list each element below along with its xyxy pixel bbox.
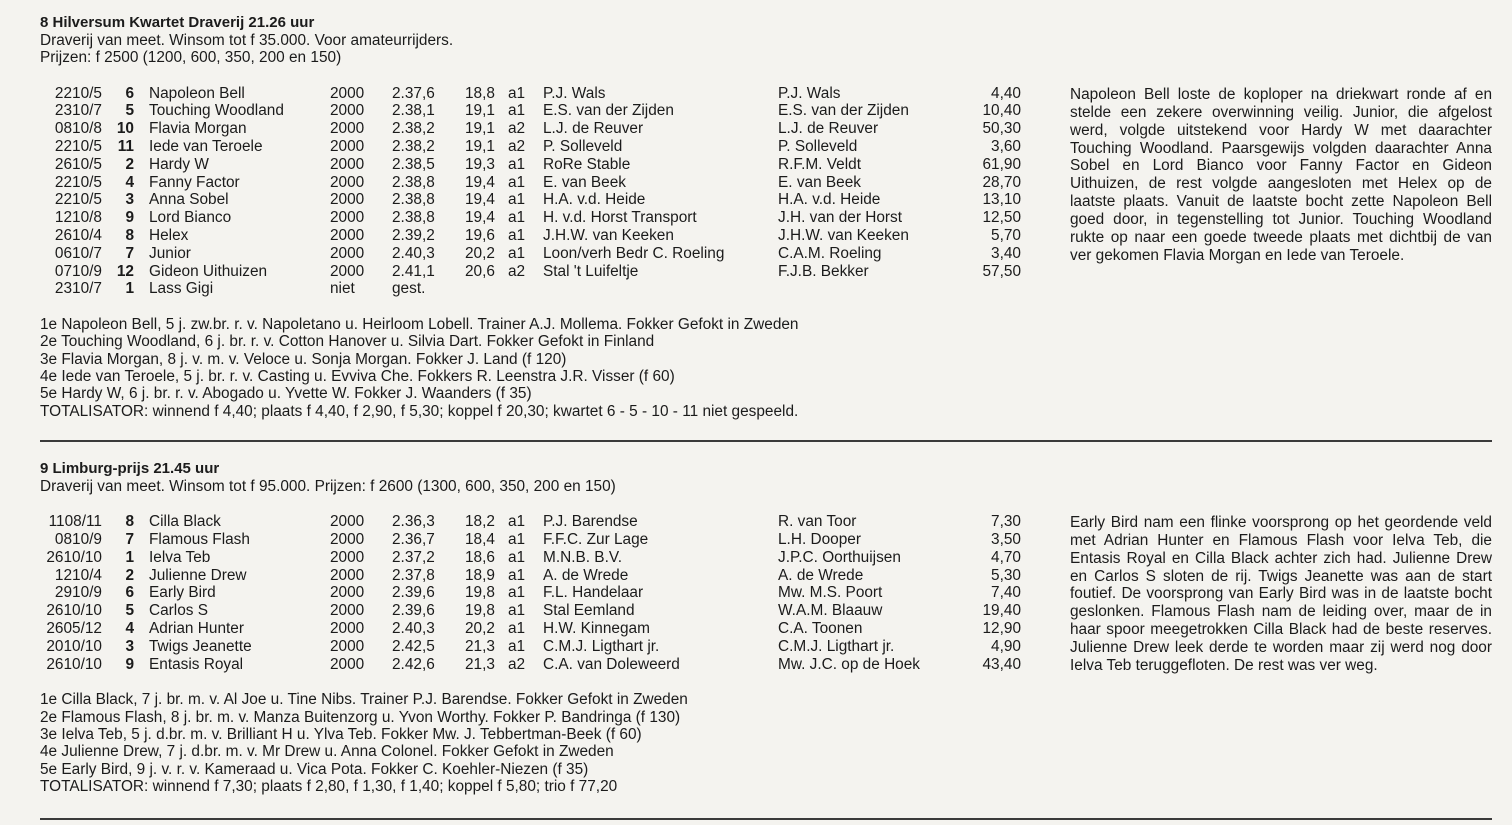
detail-line: 4e Iede van Teroele, 5 j. br. r. v. Casting u. Evviva Che. Fokkers R. Leenstra J.R. Visser (f 60) bbox=[40, 368, 675, 386]
km-time: 19,1 bbox=[465, 102, 495, 120]
start-number: 5 bbox=[125, 602, 134, 620]
owner: C.M.J. Ligthart jr. bbox=[543, 637, 660, 655]
last-start: 0810/9 bbox=[54, 531, 102, 549]
owner: M.N.B. B.V. bbox=[543, 548, 622, 566]
driver: J.H.W. van Keeken bbox=[778, 226, 909, 244]
driver-class: a1 bbox=[508, 226, 526, 244]
detail-line: 1e Napoleon Bell, 5 j. zw.br. r. v. Napoletano u. Heirloom Lobell. Trainer A.J. Mollema. Fokker Gefokt in Zweden bbox=[40, 316, 799, 334]
start-number: 2 bbox=[125, 566, 134, 584]
horse-name: Early Bird bbox=[149, 584, 216, 602]
driver-class: a1 bbox=[508, 102, 526, 120]
odds: 13,10 bbox=[982, 191, 1021, 209]
detail-line: 5e Early Bird, 9 j. v. r. v. Kameraad u. Vica Pota. Fokker C. Koehler-Niezen (f 35) bbox=[40, 760, 589, 778]
distance: 2000 bbox=[330, 548, 365, 566]
finish-time: 2.37,6 bbox=[392, 84, 435, 102]
odds: 28,70 bbox=[982, 173, 1021, 191]
finish-time: 2.38,8 bbox=[392, 191, 435, 209]
driver: W.A.M. Blaauw bbox=[778, 602, 883, 620]
start-number: 11 bbox=[117, 137, 134, 155]
result-row bbox=[40, 280, 1495, 298]
distance: 2000 bbox=[330, 637, 365, 655]
horse-name: Adrian Hunter bbox=[149, 620, 244, 638]
start-number: 7 bbox=[125, 244, 134, 262]
distance: 2000 bbox=[330, 120, 365, 138]
detail-line: TOTALISATOR: winnend f 4,40; plaats f 4,40, f 2,90, f 5,30; koppel f 20,30; kwartet 6 - 5 - 10 - 11 niet gespeeld. bbox=[40, 402, 799, 420]
detail-line: 3e Ielva Teb, 5 j. d.br. m. v. Brilliant H u. Ylva Teb. Fokker Mw. J. Tebbertman-Beek (f 60) bbox=[40, 726, 642, 744]
start-number: 8 bbox=[125, 226, 134, 244]
start-number: 10 bbox=[116, 120, 134, 138]
race-title: 9 Limburg-prijs 21.45 uur bbox=[40, 460, 220, 477]
driver-class: a1 bbox=[508, 584, 526, 602]
owner: E.S. van der Zijden bbox=[543, 102, 674, 120]
driver-class: a1 bbox=[508, 620, 526, 638]
last-start: 2610/4 bbox=[54, 226, 102, 244]
driver-class: a1 bbox=[508, 531, 526, 549]
horse-name: Cilla Black bbox=[149, 513, 221, 531]
driver-class: a2 bbox=[508, 655, 526, 673]
finish-time: 2.42,5 bbox=[392, 637, 435, 655]
odds: 43,40 bbox=[982, 655, 1021, 673]
driver: P. Solleveld bbox=[778, 137, 858, 155]
section-divider bbox=[40, 818, 1492, 820]
horse-name: Ielva Teb bbox=[149, 548, 211, 566]
owner: P. Solleveld bbox=[543, 137, 623, 155]
horse-name: Lord Bianco bbox=[149, 209, 232, 227]
driver: Mw. J.C. op de Hoek bbox=[778, 655, 920, 673]
owner: L.J. de Reuver bbox=[543, 120, 644, 138]
owner: H.W. Kinnegam bbox=[543, 620, 650, 638]
km-time: 19,4 bbox=[465, 209, 495, 227]
section-divider bbox=[40, 440, 1492, 442]
last-start: 2210/5 bbox=[54, 191, 102, 209]
horse-name: Helex bbox=[149, 226, 189, 244]
odds: 4,70 bbox=[991, 548, 1021, 566]
horse-name: Napoleon Bell bbox=[149, 84, 245, 102]
km-time: 19,3 bbox=[465, 155, 495, 173]
driver: J.H. van der Horst bbox=[778, 209, 903, 227]
start-number: 7 bbox=[125, 531, 134, 549]
odds: 4,40 bbox=[991, 84, 1021, 102]
km-time: 19,1 bbox=[465, 137, 495, 155]
driver-class: a2 bbox=[508, 262, 526, 280]
driver: L.J. de Reuver bbox=[778, 120, 879, 138]
driver-class: a1 bbox=[508, 155, 526, 173]
detail-line: 2e Flamous Flash, 8 j. br. m. v. Manza Buitenzorg u. Yvon Worthy. Fokker P. Bandringa (f 130) bbox=[40, 708, 681, 726]
race-prizes: Prijzen: f 2500 (1200, 600, 350, 200 en 150) bbox=[40, 49, 342, 67]
driver: C.A. Toonen bbox=[778, 620, 863, 638]
horse-name: Gideon Uithuizen bbox=[149, 262, 268, 280]
odds: 5,70 bbox=[991, 226, 1021, 244]
driver-class: a1 bbox=[508, 602, 526, 620]
km-time: 19,4 bbox=[465, 173, 495, 191]
horse-name: Iede van Teroele bbox=[149, 137, 263, 155]
driver-class: a1 bbox=[508, 191, 526, 209]
last-start: 2610/5 bbox=[54, 155, 102, 173]
horse-details bbox=[40, 316, 1495, 420]
km-time: 20,6 bbox=[465, 262, 495, 280]
driver-class: a2 bbox=[508, 137, 526, 155]
detail-line: TOTALISATOR: winnend f 7,30; plaats f 2,80, f 1,30, f 1,40; koppel f 5,80; trio f 77,20 bbox=[40, 777, 618, 795]
km-time: 18,9 bbox=[465, 566, 495, 584]
owner: C.A. van Doleweerd bbox=[543, 655, 680, 673]
distance: 2000 bbox=[330, 602, 365, 620]
owner: F.L. Handelaar bbox=[543, 584, 644, 602]
odds: 5,30 bbox=[991, 566, 1021, 584]
finish-time: 2.37,2 bbox=[392, 548, 435, 566]
finish-time: 2.42,6 bbox=[392, 655, 435, 673]
distance: 2000 bbox=[330, 655, 365, 673]
finish-time: 2.39,2 bbox=[392, 226, 435, 244]
horse-name: Carlos S bbox=[149, 602, 209, 620]
odds: 3,60 bbox=[991, 137, 1021, 155]
start-number: 6 bbox=[125, 84, 134, 102]
distance: 2000 bbox=[330, 155, 365, 173]
start-number: 6 bbox=[125, 584, 134, 602]
odds: 57,50 bbox=[982, 262, 1021, 280]
horse-name: Fanny Factor bbox=[149, 173, 240, 191]
driver-class: a1 bbox=[508, 513, 526, 531]
driver: C.M.J. Ligthart jr. bbox=[778, 637, 895, 655]
owner: J.H.W. van Keeken bbox=[543, 226, 674, 244]
distance: 2000 bbox=[330, 102, 365, 120]
race-8-section bbox=[40, 14, 1495, 420]
last-start: 1210/4 bbox=[54, 566, 102, 584]
start-number: 1 bbox=[125, 280, 134, 298]
start-number: 9 bbox=[125, 655, 134, 673]
owner: P.J. Barendse bbox=[543, 513, 638, 531]
last-start: 2010/10 bbox=[46, 637, 102, 655]
km-time: 21,3 bbox=[465, 655, 495, 673]
driver: P.J. Wals bbox=[778, 84, 841, 102]
start-number: 4 bbox=[125, 173, 134, 191]
race-commentary: Early Bird nam een flinke voorsprong op het geordende veld met Adrian Hunter en Flamous Flash voor Ielva Teb, die Entasis Royal en Cilla Black achter zich had. Julienne Drew en Carlos S sloten de rij. Twigs Jeanette was aan de start foutief. De voorsprong van Early Bird was in de laatste bocht geslonken. Flamous Flash nam de leiding over, maar de in haar spoor meegetrokken Cilla Black had de beste reserves. Julienne Drew leek derde te worden maar zij werd nog door Ielva Teb teruggefloten. De rest was ver weg. bbox=[1070, 514, 1492, 674]
finish-time: 2.38,2 bbox=[392, 137, 435, 155]
finish-time: 2.41,1 bbox=[392, 262, 435, 280]
driver-class: a1 bbox=[508, 566, 526, 584]
owner: Stal Eemland bbox=[543, 602, 635, 620]
start-number: 1 bbox=[125, 548, 134, 566]
finish-time: 2.38,8 bbox=[392, 173, 435, 191]
horse-name: Lass Gigi bbox=[149, 280, 214, 298]
horse-name: Anna Sobel bbox=[149, 191, 229, 209]
driver: A. de Wrede bbox=[778, 566, 864, 584]
start-number: 4 bbox=[125, 620, 134, 638]
km-time: 21,3 bbox=[465, 637, 495, 655]
race-commentary: Napoleon Bell loste de koploper na driekwart ronde af en stelde een zekere overwinning veilig. Junior, die afgelost werd, volgde uitstekend voor Hardy W met daarachter Touching Woodland. Paarsgewijs volgden daarachter Anna Sobel en Lord Bianco voor Fanny Factor en Gideon Uithuizen, de rest volgde aangesloten met Helex op de laatste plaats. Vanuit de laatste bocht zette Napoleon Bell goed door, in tegenstelling tot Junior. Touching Woodland rukte op naar een goede tweede plaats met dichtbij de van ver gekomen Flavia Morgan en Iede van Teroele. bbox=[1070, 86, 1492, 264]
driver-class: a2 bbox=[508, 120, 526, 138]
driver: R.F.M. Veldt bbox=[778, 155, 861, 173]
driver: Mw. M.S. Poort bbox=[778, 584, 883, 602]
finish-time: 2.38,5 bbox=[392, 155, 435, 173]
distance: 2000 bbox=[330, 531, 365, 549]
driver-class: a1 bbox=[508, 244, 526, 262]
last-start: 1210/8 bbox=[54, 209, 102, 227]
km-time: 20,2 bbox=[465, 620, 495, 638]
result-row bbox=[40, 263, 1495, 281]
owner: Stal 't Luifeltje bbox=[543, 262, 639, 280]
horse-name: Entasis Royal bbox=[149, 655, 244, 673]
horse-name: Flamous Flash bbox=[149, 531, 250, 549]
finish-time: 2.36,3 bbox=[392, 513, 435, 531]
distance: 2000 bbox=[330, 566, 365, 584]
last-start: 0810/8 bbox=[54, 120, 102, 138]
start-number: 3 bbox=[125, 637, 134, 655]
finish-time: 2.38,8 bbox=[392, 209, 435, 227]
race-9-section bbox=[40, 460, 1495, 795]
detail-line: 5e Hardy W, 6 j. br. r. v. Abogado u. Yvette W. Fokker J. Waanders (f 35) bbox=[40, 385, 532, 403]
driver: E.S. van der Zijden bbox=[778, 102, 909, 120]
start-number: 8 bbox=[125, 513, 134, 531]
owner: F.F.C. Zur Lage bbox=[543, 531, 649, 549]
distance: 2000 bbox=[330, 226, 365, 244]
horse-name: Junior bbox=[149, 244, 191, 262]
km-time: 18,2 bbox=[465, 513, 495, 531]
owner: P.J. Wals bbox=[543, 84, 606, 102]
finish-time: 2.38,2 bbox=[392, 120, 435, 138]
horse-name: Hardy W bbox=[149, 155, 209, 173]
finish-time: 2.39,6 bbox=[392, 602, 435, 620]
distance: 2000 bbox=[330, 191, 365, 209]
distance: 2000 bbox=[330, 209, 365, 227]
driver-class: a1 bbox=[508, 84, 526, 102]
distance: 2000 bbox=[330, 173, 365, 191]
driver: F.J.B. Bekker bbox=[778, 262, 869, 280]
odds: 7,30 bbox=[991, 513, 1021, 531]
last-start: 2210/5 bbox=[54, 84, 102, 102]
owner: Loon/verh Bedr C. Roeling bbox=[543, 244, 725, 262]
race-conditions: Draverij van meet. Winsom tot f 35.000. Voor amateurrijders. bbox=[40, 32, 454, 49]
odds: 7,40 bbox=[991, 584, 1021, 602]
km-time: 19,6 bbox=[465, 226, 495, 244]
detail-line: 2e Touching Woodland, 6 j. br. r. v. Cotton Hanover u. Silvia Dart. Fokker Gefokt in Finland bbox=[40, 333, 655, 351]
odds: 4,90 bbox=[991, 637, 1021, 655]
start-number: 9 bbox=[125, 209, 134, 227]
owner: A. de Wrede bbox=[543, 566, 629, 584]
km-time: 19,1 bbox=[465, 120, 495, 138]
finish-time: 2.39,6 bbox=[392, 584, 435, 602]
distance: 2000 bbox=[330, 584, 365, 602]
odds: 3,50 bbox=[991, 531, 1021, 549]
odds: 3,40 bbox=[991, 244, 1021, 262]
horse-name: Twigs Jeanette bbox=[149, 637, 252, 655]
finish-time: 2.40,3 bbox=[392, 620, 435, 638]
driver: R. van Toor bbox=[778, 513, 857, 531]
owner: H.A. v.d. Heide bbox=[543, 191, 646, 209]
driver-class: a1 bbox=[508, 548, 526, 566]
start-number: 3 bbox=[125, 191, 134, 209]
race-title: 8 Hilversum Kwartet Draverij 21.26 uur bbox=[40, 14, 315, 31]
finish-time: 2.38,1 bbox=[392, 102, 435, 120]
distance: 2000 bbox=[330, 262, 365, 280]
owner: RoRe Stable bbox=[543, 155, 631, 173]
owner: H. v.d. Horst Transport bbox=[543, 209, 697, 227]
km-time: 20,2 bbox=[465, 244, 495, 262]
owner: E. van Beek bbox=[543, 173, 626, 191]
driver: H.A. v.d. Heide bbox=[778, 191, 881, 209]
odds: 50,30 bbox=[982, 120, 1021, 138]
km-time: 18,6 bbox=[465, 548, 495, 566]
distance: 2000 bbox=[330, 137, 365, 155]
km-time: 19,4 bbox=[465, 191, 495, 209]
last-start: 2210/5 bbox=[54, 173, 102, 191]
race-conditions: Draverij van meet. Winsom tot f 95.000. Prijzen: f 2600 (1300, 600, 350, 200 en 150) bbox=[40, 478, 616, 495]
last-start: 0610/7 bbox=[54, 244, 102, 262]
driver: E. van Beek bbox=[778, 173, 861, 191]
odds: 12,90 bbox=[982, 620, 1021, 638]
finish-time: 2.36,7 bbox=[392, 531, 435, 549]
last-start: 0710/9 bbox=[54, 262, 102, 280]
distance: 2000 bbox=[330, 513, 365, 531]
horse-name: Julienne Drew bbox=[149, 566, 247, 584]
distance: 2000 bbox=[330, 244, 365, 262]
driver: J.P.C. Oorthuijsen bbox=[778, 548, 901, 566]
detail-line: 1e Cilla Black, 7 j. br. m. v. Al Joe u. Tine Nibs. Trainer P.J. Barendse. Fokker Gefokt in Zweden bbox=[40, 691, 688, 709]
horse-details bbox=[40, 691, 1495, 795]
km-time: 19,8 bbox=[465, 602, 495, 620]
last-start: 2310/7 bbox=[54, 102, 102, 120]
start-number: 12 bbox=[116, 262, 134, 280]
horse-name: Flavia Morgan bbox=[149, 120, 247, 138]
horse-name: Touching Woodland bbox=[149, 102, 284, 120]
odds: 61,90 bbox=[982, 155, 1021, 173]
finish-time: gest. bbox=[392, 280, 426, 298]
last-start: 1108/11 bbox=[48, 513, 102, 531]
detail-line: 4e Julienne Drew, 7 j. d.br. m. v. Mr Drew u. Anna Colonel. Fokker Gefokt in Zweden bbox=[40, 743, 614, 761]
last-start: 2210/5 bbox=[54, 137, 102, 155]
driver: C.A.M. Roeling bbox=[778, 244, 882, 262]
km-time: 19,8 bbox=[465, 584, 495, 602]
odds: 12,50 bbox=[982, 209, 1021, 227]
odds: 10,40 bbox=[982, 102, 1021, 120]
distance: 2000 bbox=[330, 84, 365, 102]
driver: L.H. Dooper bbox=[778, 531, 861, 549]
finish-time: 2.37,8 bbox=[392, 566, 435, 584]
distance: 2000 bbox=[330, 620, 365, 638]
last-start: 2605/12 bbox=[46, 620, 102, 638]
finish-time: 2.40,3 bbox=[392, 244, 435, 262]
last-start: 2610/10 bbox=[46, 548, 102, 566]
distance: niet bbox=[330, 280, 355, 298]
last-start: 2310/7 bbox=[54, 280, 102, 298]
km-time: 18,4 bbox=[465, 531, 495, 549]
driver-class: a1 bbox=[508, 209, 526, 227]
detail-line: 3e Flavia Morgan, 8 j. v. m. v. Veloce u. Sonja Morgan. Fokker J. Land (f 120) bbox=[40, 350, 567, 368]
last-start: 2610/10 bbox=[46, 602, 102, 620]
last-start: 2910/9 bbox=[54, 584, 102, 602]
last-start: 2610/10 bbox=[46, 655, 102, 673]
start-number: 2 bbox=[125, 155, 134, 173]
driver-class: a1 bbox=[508, 173, 526, 191]
start-number: 5 bbox=[125, 102, 134, 120]
odds: 19,40 bbox=[982, 602, 1021, 620]
km-time: 18,8 bbox=[465, 84, 495, 102]
driver-class: a1 bbox=[508, 637, 526, 655]
